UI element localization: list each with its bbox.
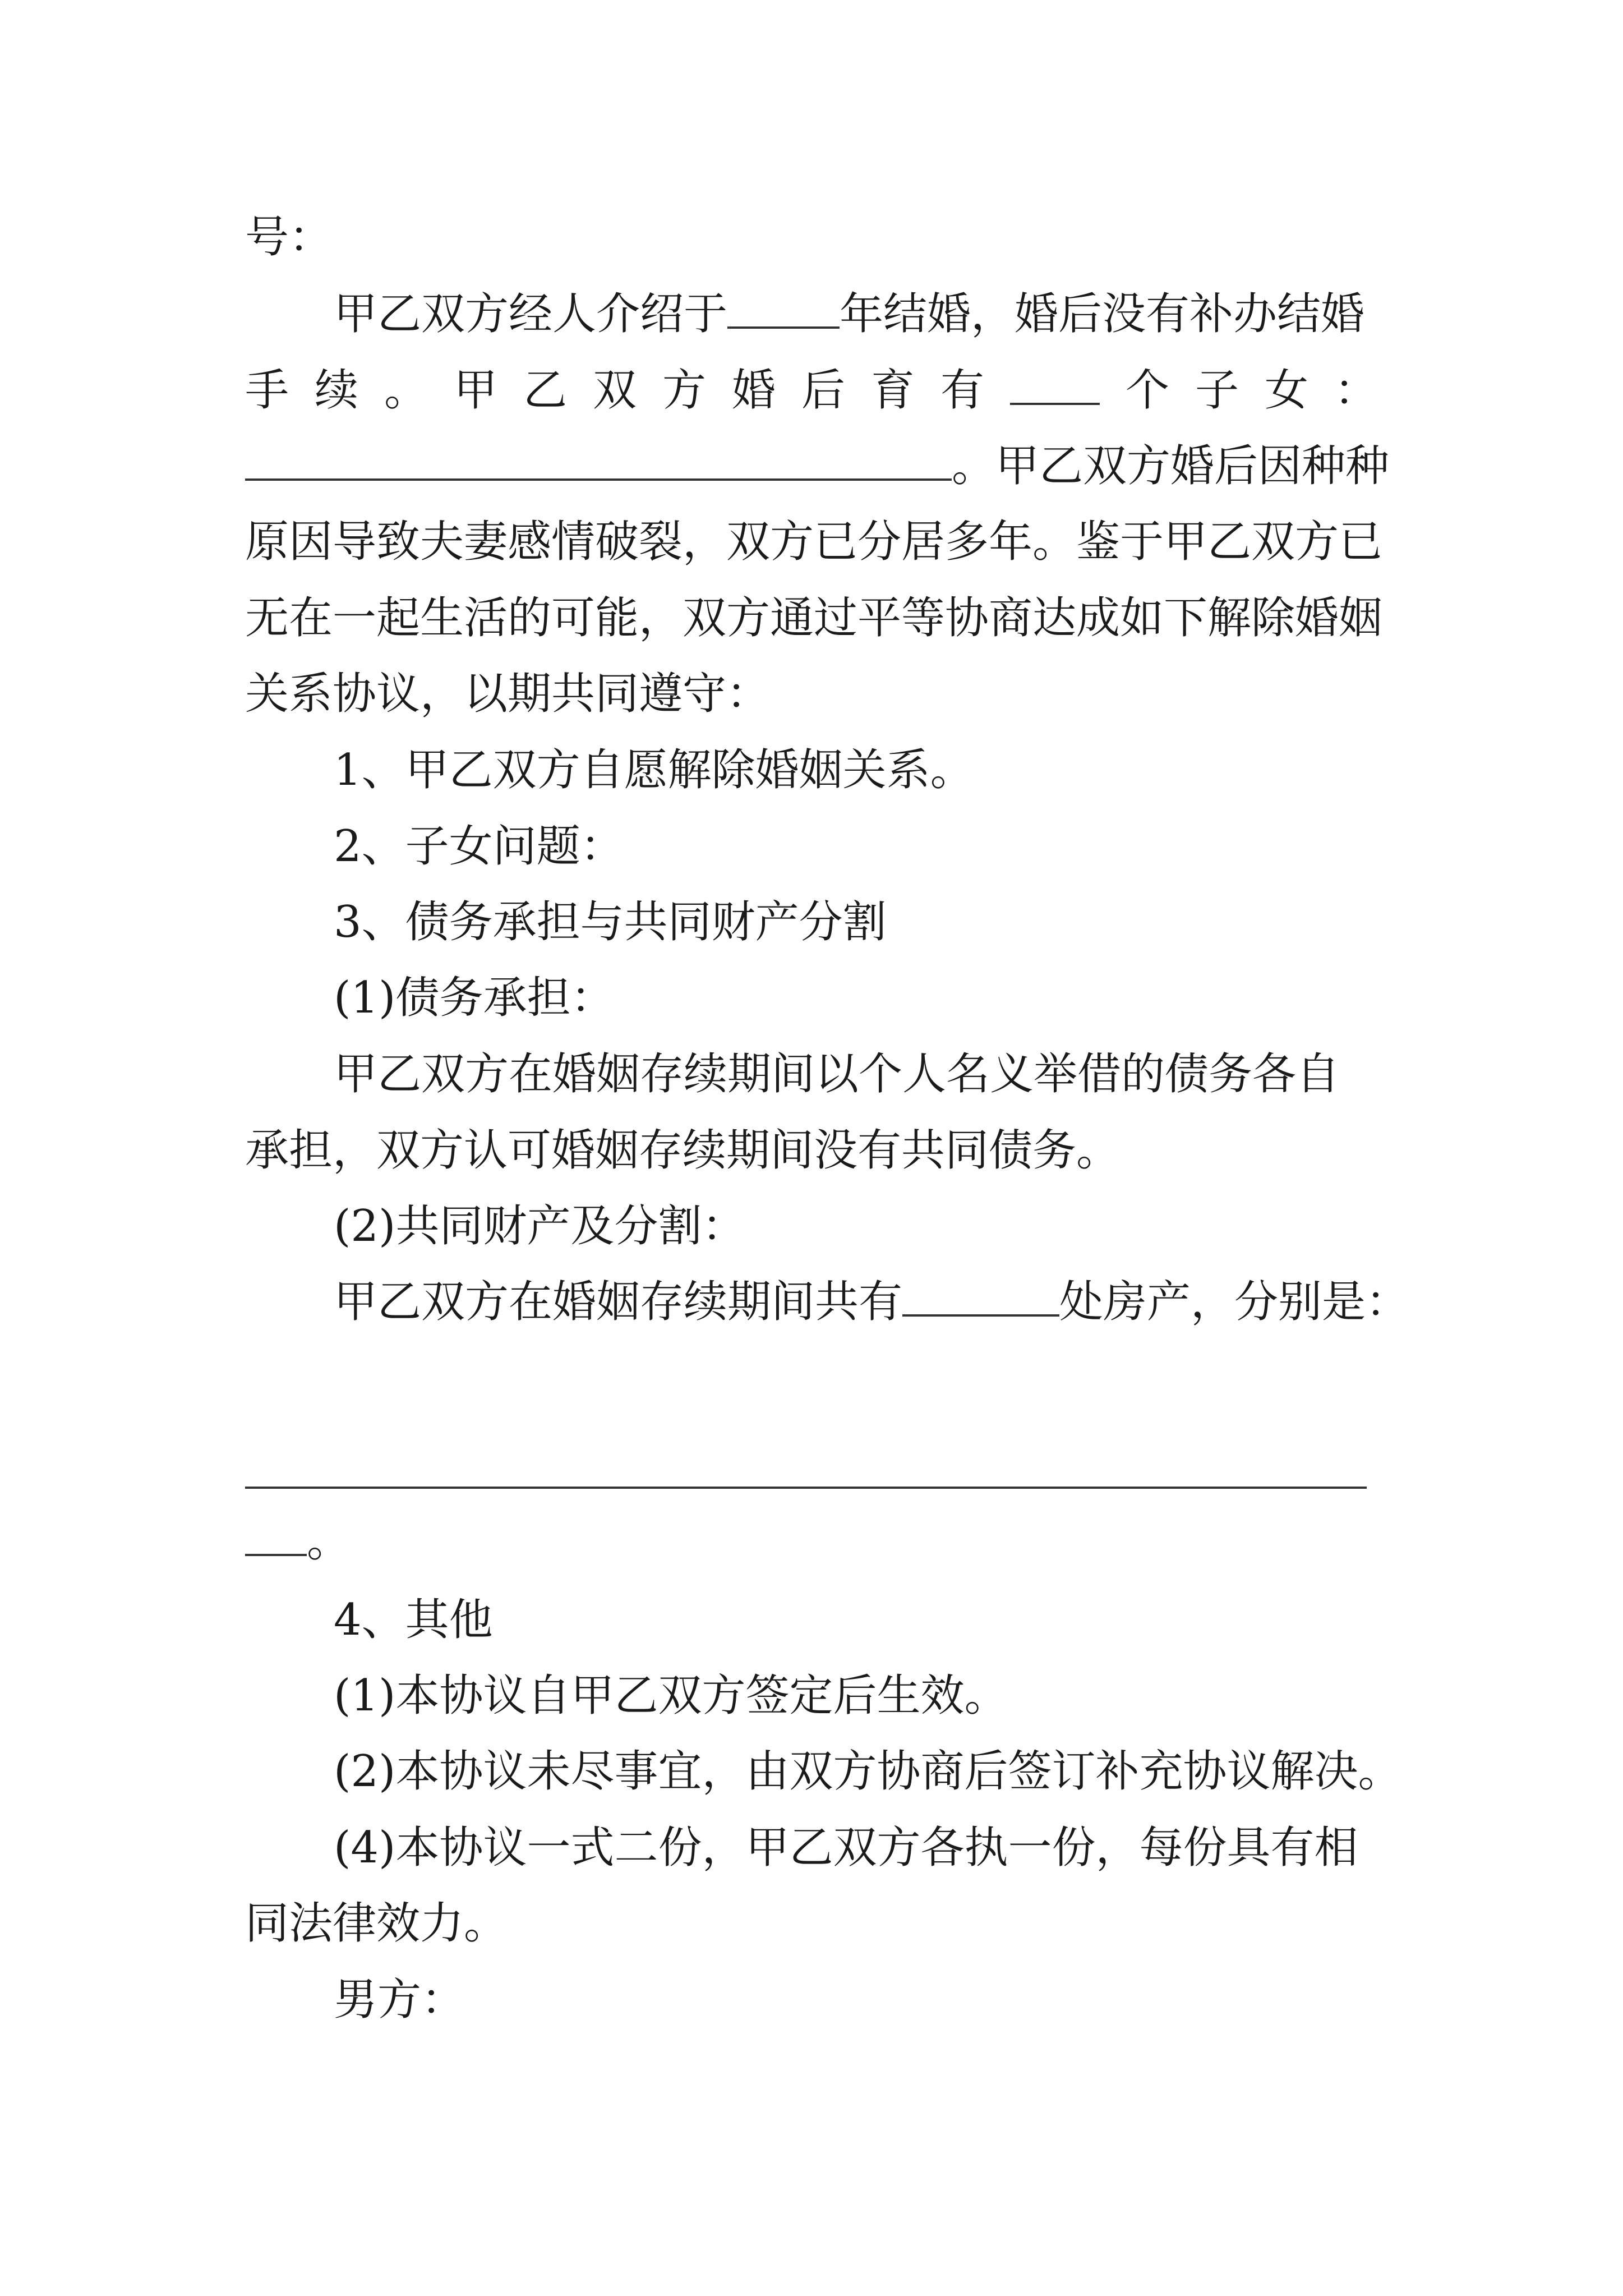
other-4-line1: (4)本协议一式二份，甲乙双方各执一份，每份具有相 bbox=[334, 1823, 1358, 1873]
property-line-end: 。 bbox=[245, 1515, 351, 1568]
clause-4: 4、其他 bbox=[334, 1595, 493, 1645]
property-line: 甲乙双方在婚姻存续期间共有 处房产，分别是： bbox=[334, 1275, 1409, 1329]
property-detail-blank bbox=[245, 1487, 1367, 1489]
paragraph-intro-line5: 无在一起生活的可能，双方通过平等协商达成如下解除婚姻 bbox=[245, 593, 1383, 643]
paragraph-intro-line1: 甲乙双方经人介绍于 年结婚，婚后没有补办结婚 bbox=[334, 287, 1364, 341]
text-line: 号： bbox=[245, 212, 333, 263]
paragraph-intro-line3: 。甲乙双方婚后因种种 bbox=[245, 439, 1389, 493]
clause-3-1: (1)债务承担： bbox=[334, 973, 615, 1023]
paragraph-intro-line2: 手 续 。 甲 乙 双 方 婚 后 育 有 个 子 女 ： bbox=[245, 364, 1378, 417]
other-1: (1)本协议自甲乙双方签定后生效。 bbox=[334, 1671, 1008, 1721]
children-names-blank bbox=[245, 439, 952, 481]
property-detail-blank-end bbox=[245, 1515, 307, 1556]
paragraph-intro-line6: 关系协议，以期共同遵守： bbox=[245, 669, 771, 719]
paragraph-intro-line4: 原因导致夫妻感情破裂，双方已分居多年。鉴于甲乙双方已 bbox=[245, 517, 1383, 567]
property-count-blank bbox=[902, 1275, 1059, 1317]
clause-1: 1、甲乙双方自愿解除婚姻关系。 bbox=[334, 745, 974, 795]
clause-3: 3、债务承担与共同财产分割 bbox=[334, 897, 887, 947]
clause-2: 2、子女问题： bbox=[334, 821, 624, 872]
debt-line2: 承担，双方认可婚姻存续期间没有共同债务。 bbox=[245, 1125, 1121, 1176]
other-2: (2)本协议未尽事宜，由双方协商后签订补充协议解决。 bbox=[334, 1746, 1402, 1797]
male-signature-label: 男方： bbox=[334, 1975, 465, 2025]
debt-line1: 甲乙双方在婚姻存续期间以个人名义举借的债务各自 bbox=[334, 1049, 1340, 1099]
clause-3-2: (2)共同财产及分割： bbox=[334, 1201, 746, 1251]
year-blank bbox=[727, 287, 840, 329]
children-count-blank bbox=[1010, 364, 1100, 405]
other-4-line2: 同法律效力。 bbox=[245, 1898, 508, 1949]
